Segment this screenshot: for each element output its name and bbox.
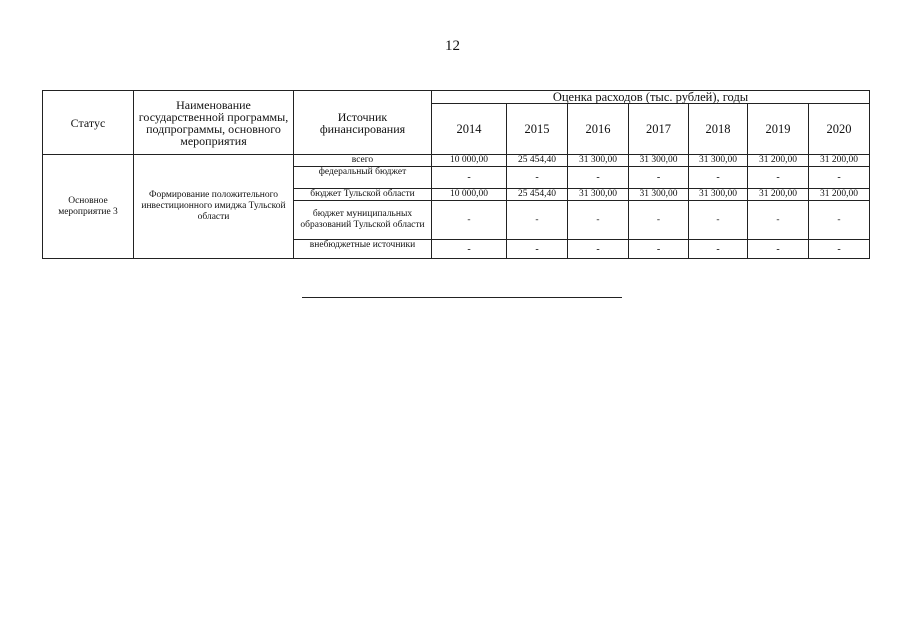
value-cell: - bbox=[432, 240, 507, 259]
value-cell: - bbox=[432, 167, 507, 189]
value-cell: 31 300,00 bbox=[629, 155, 689, 167]
value-cell: - bbox=[748, 167, 809, 189]
source-cell: бюджет муниципальных образований Тульской области bbox=[294, 201, 432, 240]
header-year: 2020 bbox=[809, 104, 870, 155]
value-cell: 25 454,40 bbox=[507, 155, 568, 167]
value-cell: - bbox=[568, 240, 629, 259]
header-estimate: Оценка расходов (тыс. рублей), годы bbox=[432, 91, 870, 104]
value-cell: - bbox=[568, 201, 629, 240]
header-year: 2014 bbox=[432, 104, 507, 155]
header-year: 2019 bbox=[748, 104, 809, 155]
page-number: 12 bbox=[445, 38, 460, 54]
value-cell: 31 300,00 bbox=[629, 189, 689, 201]
value-cell: - bbox=[507, 240, 568, 259]
value-cell: - bbox=[809, 167, 870, 189]
value-cell: - bbox=[809, 201, 870, 240]
value-cell: 10 000,00 bbox=[432, 155, 507, 167]
header-status: Статус bbox=[43, 91, 134, 155]
header-year: 2017 bbox=[629, 104, 689, 155]
source-cell: всего bbox=[294, 155, 432, 167]
value-cell: - bbox=[629, 240, 689, 259]
header-year: 2015 bbox=[507, 104, 568, 155]
header-year: 2016 bbox=[568, 104, 629, 155]
value-cell: - bbox=[748, 201, 809, 240]
source-cell: федеральный бюджет bbox=[294, 167, 432, 189]
value-cell: - bbox=[748, 240, 809, 259]
value-cell: - bbox=[432, 201, 507, 240]
value-cell: - bbox=[629, 167, 689, 189]
budget-table bbox=[42, 90, 870, 259]
value-cell: 25 454,40 bbox=[507, 189, 568, 201]
table-row bbox=[43, 155, 870, 167]
source-cell: бюджет Тульской области bbox=[294, 189, 432, 201]
value-cell: 31 300,00 bbox=[568, 189, 629, 201]
value-cell: - bbox=[689, 240, 748, 259]
value-cell: - bbox=[689, 201, 748, 240]
header-source: Источник финансирования bbox=[294, 91, 432, 155]
value-cell: - bbox=[568, 167, 629, 189]
value-cell: - bbox=[507, 201, 568, 240]
value-cell: - bbox=[507, 167, 568, 189]
value-cell: 31 200,00 bbox=[748, 155, 809, 167]
value-cell: 31 300,00 bbox=[568, 155, 629, 167]
value-cell: 31 300,00 bbox=[689, 155, 748, 167]
status-cell: Основное мероприятие 3 bbox=[43, 155, 134, 259]
value-cell: 31 200,00 bbox=[809, 189, 870, 201]
name-cell: Формирование положительного инвестиционного имиджа Тульской области bbox=[134, 155, 294, 259]
source-cell: внебюджетные источники bbox=[294, 240, 432, 259]
value-cell: - bbox=[629, 201, 689, 240]
value-cell: 10 000,00 bbox=[432, 189, 507, 201]
value-cell: 31 200,00 bbox=[809, 155, 870, 167]
header-name: Наименование государственной программы, подпрограммы, основного мероприятия bbox=[134, 91, 294, 155]
value-cell: - bbox=[809, 240, 870, 259]
header-year: 2018 bbox=[689, 104, 748, 155]
value-cell: 31 200,00 bbox=[748, 189, 809, 201]
signature-line bbox=[302, 297, 622, 298]
value-cell: 31 300,00 bbox=[689, 189, 748, 201]
value-cell: - bbox=[689, 167, 748, 189]
